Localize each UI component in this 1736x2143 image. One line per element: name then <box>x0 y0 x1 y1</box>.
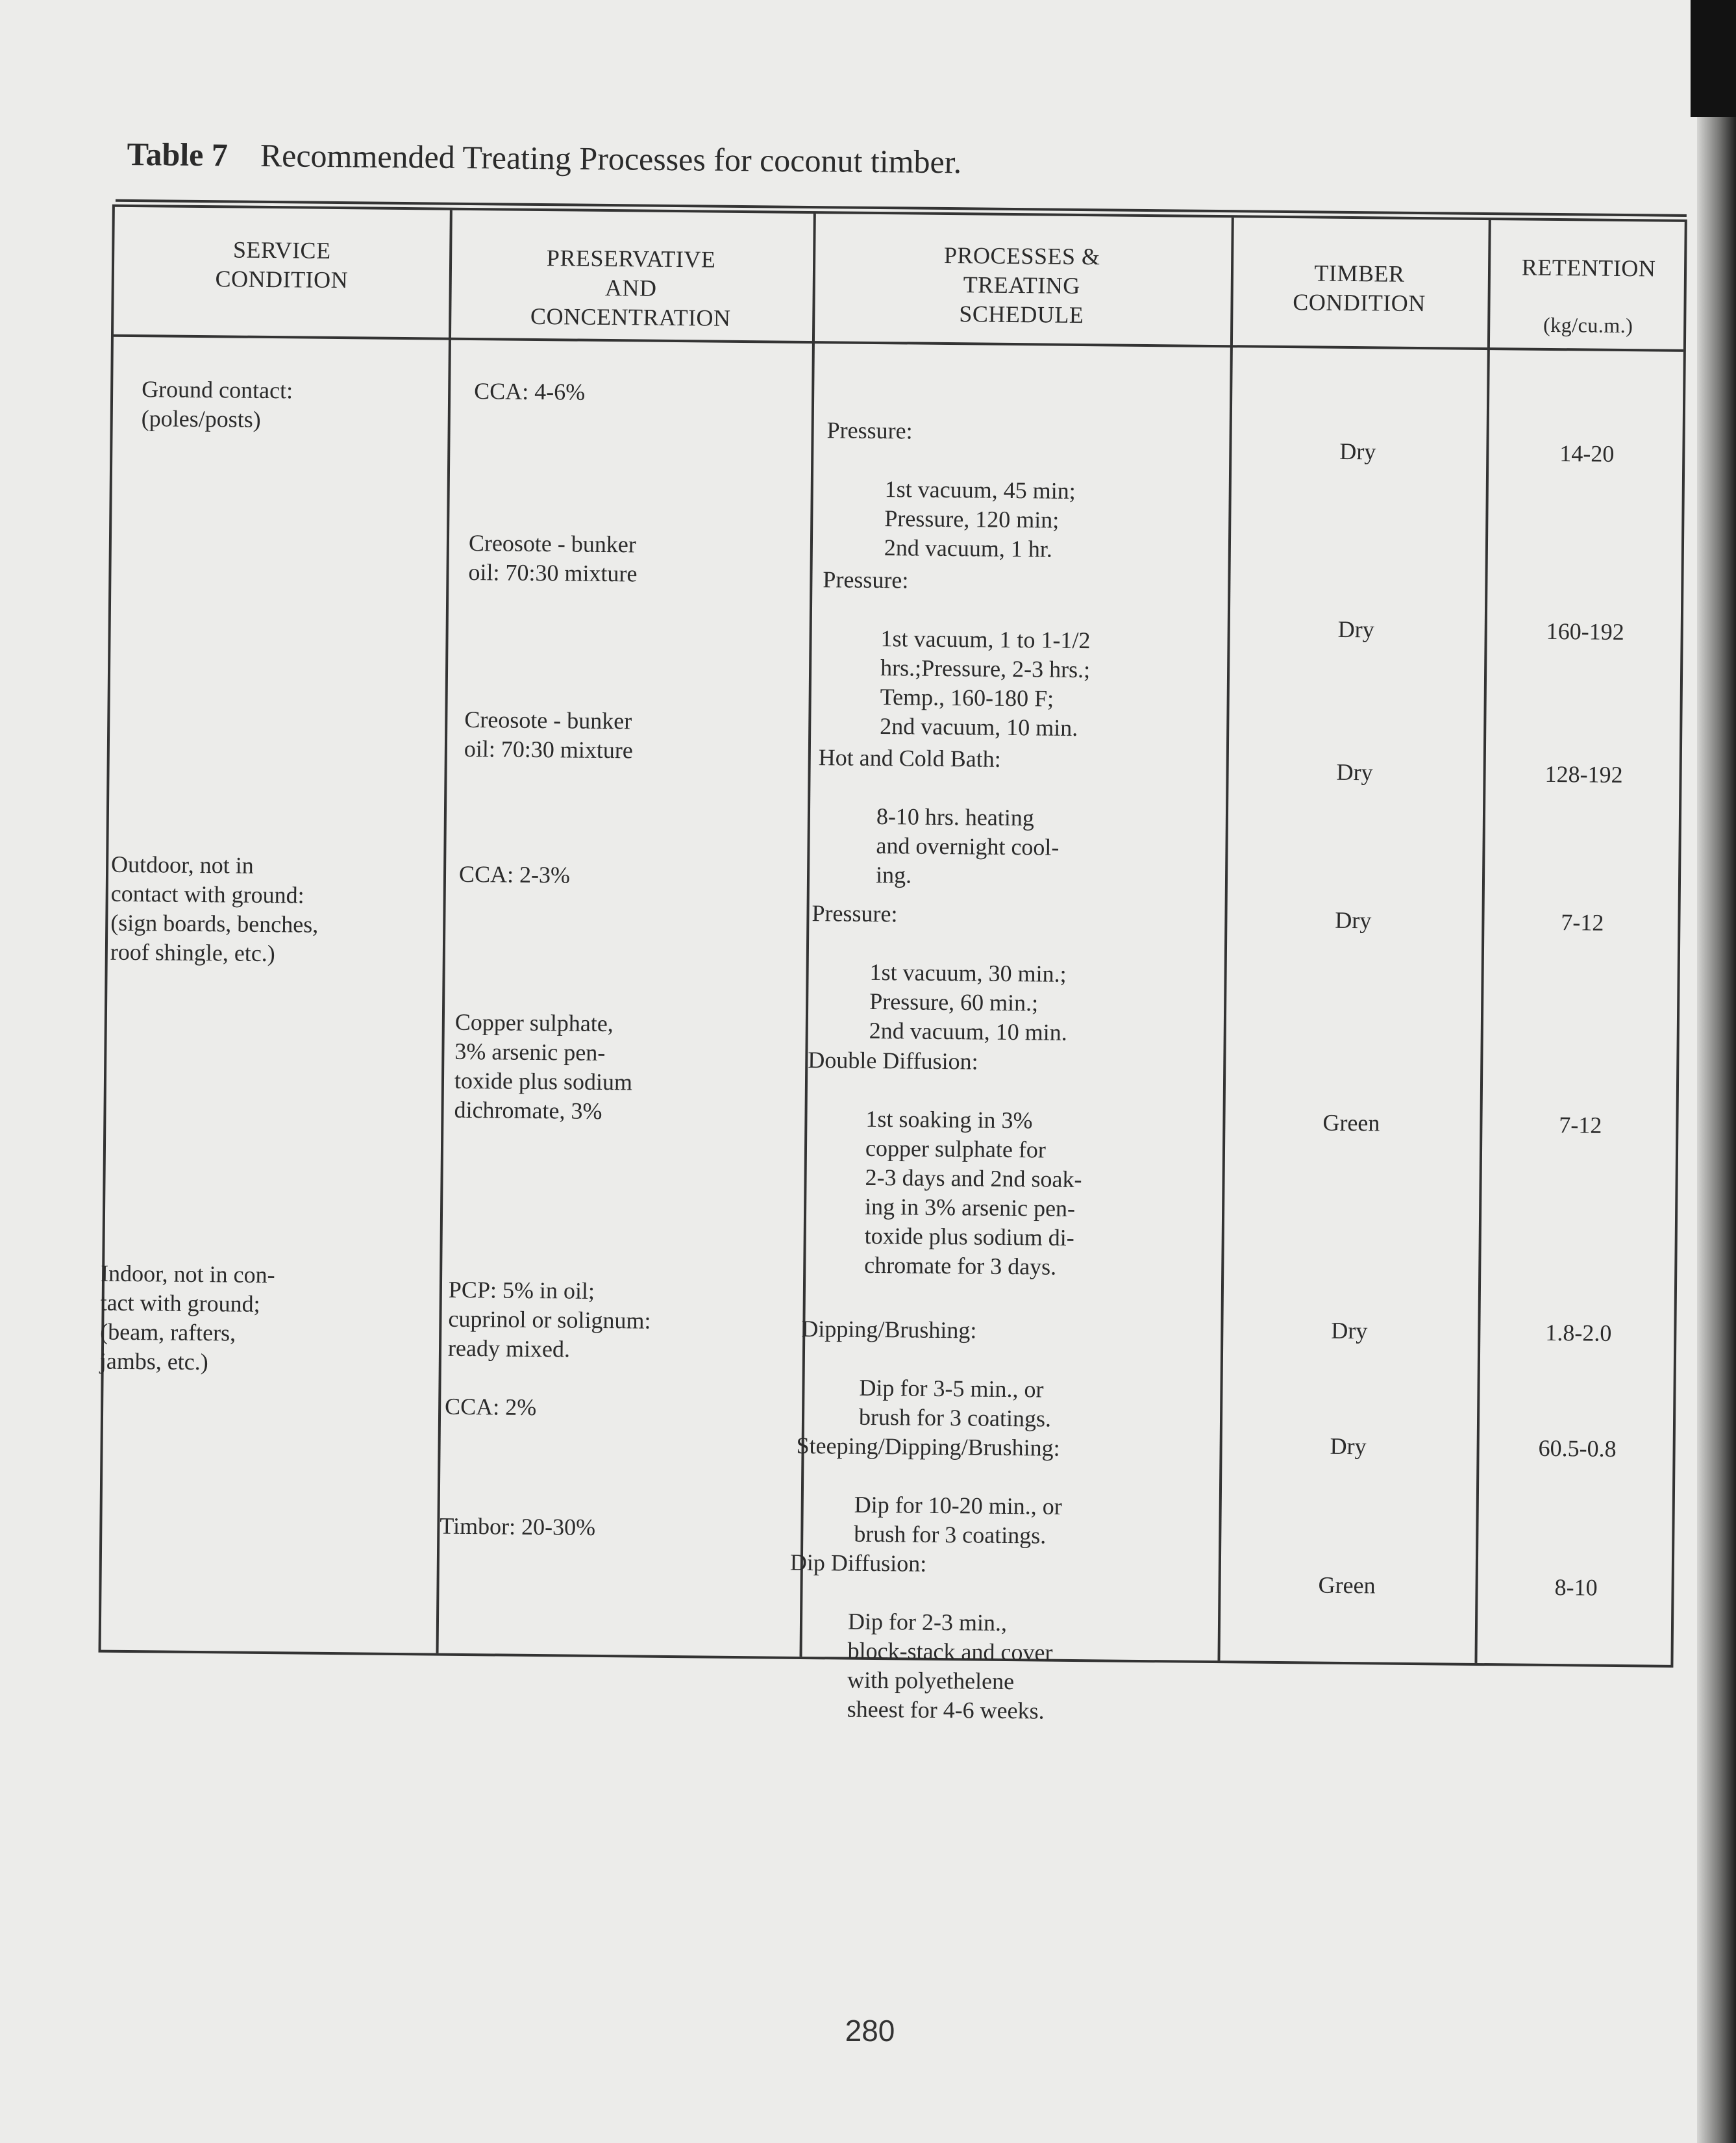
process-title: Pressure: <box>823 566 909 594</box>
timber-condition-cell: Green <box>1322 1109 1380 1136</box>
timber-condition-cell: Dry <box>1330 1433 1367 1460</box>
table-caption <box>127 135 961 181</box>
process-schedule: 1st soaking in 3% copper sulphate for 2-3 days and 2nd soak- ing in 3% arsenic pen- toxide plus sodium di- chromate for 3 days. <box>864 1105 1082 1280</box>
book-spine-shadow <box>1697 0 1736 2143</box>
process-title: Dip Diffusion: <box>789 1549 927 1577</box>
preservative-cell: CCA: 2-3% <box>458 860 571 888</box>
timber-condition-cell: Dry <box>1339 438 1376 465</box>
header-processes: PROCESSES & TREATING SCHEDULE <box>943 242 1100 329</box>
timber-condition-cell: Green <box>1318 1572 1376 1599</box>
process-schedule: Dip for 2-3 min., block-stack and cover with polyethelene sheest for 4-6 weeks. <box>847 1608 1053 1724</box>
table-title: Recommended Treating Processes for coconut timber. <box>260 136 962 181</box>
process-title: Pressure: <box>826 417 913 444</box>
timber-condition-cell: Dry <box>1336 758 1373 786</box>
header-timber-condition: TIMBER CONDITION <box>1293 260 1426 317</box>
preservative-cell: CCA: 4-6% <box>473 378 586 405</box>
header-divider <box>114 334 1683 352</box>
service-condition-indoor: Indoor, not in con- tact with ground; (beam, rafters, jambs, etc.) <box>99 1260 275 1375</box>
retention-cell: 60.5-0.8 <box>1538 1435 1617 1462</box>
process-schedule: 1st vacuum, 45 min; Pressure, 120 min; 2nd vacuum, 1 hr. <box>884 476 1076 562</box>
process-schedule: 1st vacuum, 30 min.; Pressure, 60 min.; 2nd vacuum, 10 min. <box>869 959 1067 1046</box>
process-schedule: Dip for 10-20 min., or brush for 3 coatings. <box>854 1491 1062 1549</box>
process-title: Steeping/Dipping/Brushing: <box>796 1432 1060 1461</box>
timber-condition-cell: Dry <box>1331 1317 1368 1344</box>
header-retention-unit: (kg/cu.m.) <box>1543 312 1633 338</box>
retention-cell: 128-192 <box>1544 760 1623 788</box>
preservative-cell: Timbor: 20-30% <box>440 1512 596 1540</box>
process-title: Dipping/Brushing: <box>801 1315 977 1344</box>
process-title: Pressure: <box>812 900 898 927</box>
process-cell <box>806 1016 1217 1312</box>
retention-cell: 8-10 <box>1554 1574 1598 1601</box>
treating-processes-table <box>53 199 1687 1724</box>
page-number: 280 <box>845 2014 895 2048</box>
header-service-condition: SERVICE CONDITION <box>215 236 349 294</box>
scan-edge-shadow <box>1691 0 1736 117</box>
header-retention: RETENTION <box>1521 254 1656 282</box>
preservative-cell: Creosote - bunker oil: 70:30 mixture <box>468 529 638 587</box>
table-grid <box>99 205 1687 1724</box>
process-schedule: Dip for 3-5 min., or brush for 3 coatings. <box>858 1374 1052 1432</box>
timber-condition-cell: Dry <box>1337 616 1374 643</box>
process-title: Hot and Cold Bath: <box>818 744 1001 772</box>
preservative-cell: PCP: 5% in oil; cuprinol or solignum: ready mixed. <box>447 1276 651 1362</box>
table-label: Table 7 <box>127 135 229 173</box>
retention-cell: 1.8-2.0 <box>1545 1319 1612 1346</box>
retention-cell: 7-12 <box>1561 909 1604 936</box>
service-condition-ground-contact: Ground contact: (poles/posts) <box>141 376 293 432</box>
process-schedule: 1st vacuum, 1 to 1-1/2 hrs.;Pressure, 2-3 hrs.; Temp., 160-180 F; 2nd vacuum, 10 min. <box>880 625 1091 741</box>
process-cell <box>788 1519 1212 1757</box>
timber-condition-cell: Dry <box>1335 907 1372 934</box>
header-preservative: PRESERVATIVE AND CONCENTRATION <box>530 245 731 331</box>
retention-cell: 14-20 <box>1559 440 1615 467</box>
process-title: Double Diffusion: <box>808 1047 978 1075</box>
preservative-cell: Creosote - bunker oil: 70:30 mixture <box>464 706 634 764</box>
service-condition-outdoor: Outdoor, not in contact with ground: (sign boards, benches, roof shingle, etc.) <box>110 851 319 967</box>
process-schedule: 8-10 hrs. heating and overnight cool- ing. <box>875 803 1060 888</box>
retention-cell: 160-192 <box>1546 618 1624 645</box>
retention-cell: 7-12 <box>1559 1112 1602 1138</box>
preservative-cell: CCA: 2% <box>444 1393 537 1421</box>
preservative-cell: Copper sulphate, 3% arsenic pen- toxide plus sodium dichromate, 3% <box>454 1009 633 1124</box>
